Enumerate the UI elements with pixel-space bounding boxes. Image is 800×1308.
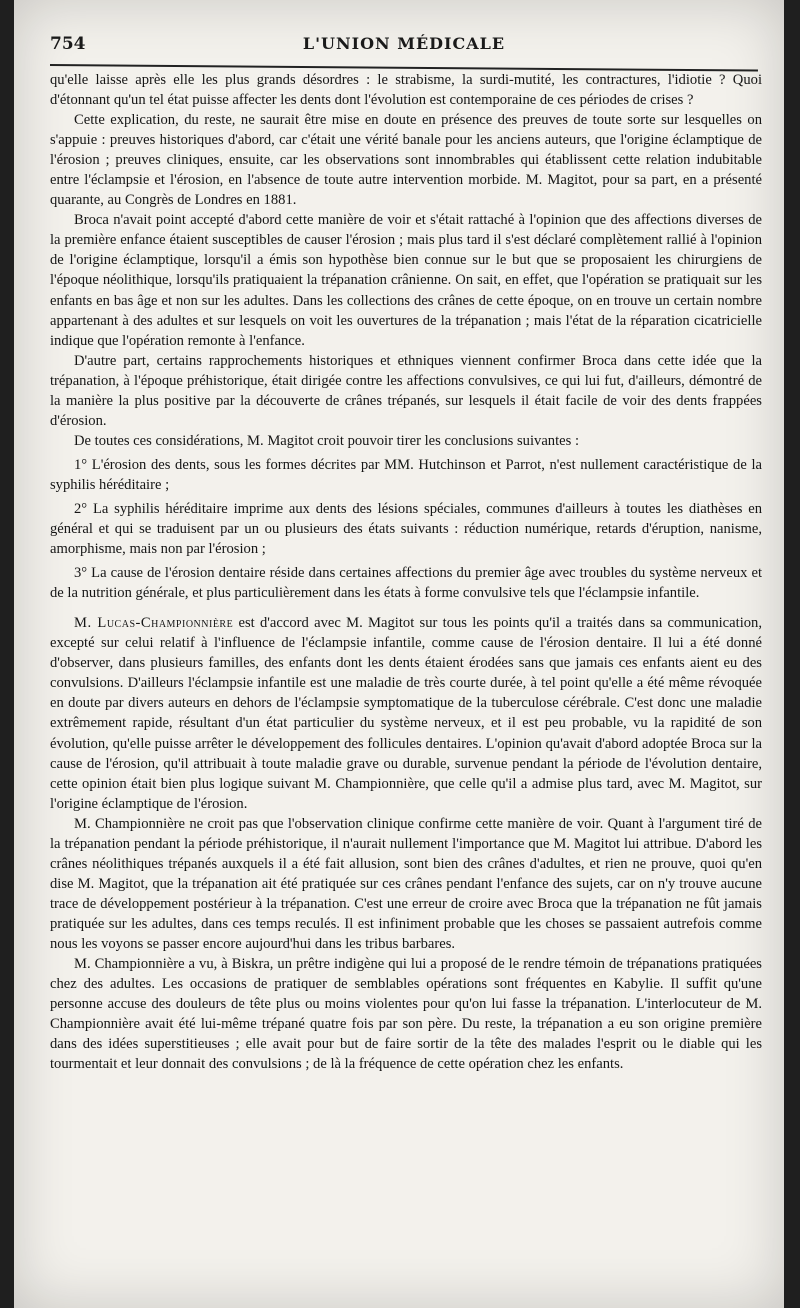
paragraph (50, 613, 762, 813)
running-title: L'UNION MÉDICALE (302, 34, 506, 53)
conclusion-item (50, 455, 762, 495)
page-number: 754 (50, 34, 86, 54)
paragraph-text: est d'accord avec M. Magitot sur tous les points qu'il a traités dans sa communication, excepté sur celui relatif à l'influence de l'éclampsie infantile, comme cause de l'érosion dentaire. Il lui a été donné d'observer, dans plusieurs familles, des enfants dont les dents étaient érodées sans que jamais ces enfants aient eu des convulsions. D'ailleurs l'éclampsie infantile est une maladie de très courte durée, à tel point qu'elle a été même révoquée en doute par divers auteurs en dehors de l'éclampsie symptomatique de la tuberculose cérébrale. C'est donc une maladie extrêmement rapide, résultant d'un état particulier du système nerveux, et il est peu probable, vu la rapidité de son évolution, qu'elle puisse arrêter le développement des follicules dentaires. L'opinion qu'avait d'abord adoptée Broca sur la cause de l'érosion, qu'il attribuait à toute maladie grave ou durable, survenue pendant la période de l'évolution dentaire, cette opinion était bien plus logique suivant M. Championnière, que celle qu'il a admise plus tard, avec M. Magitot, sur l'origine éclamptique de l'érosion. (50, 615, 762, 812)
page (14, 0, 784, 1308)
conclusion-item (50, 499, 762, 559)
paragraph (50, 814, 762, 954)
paragraph (50, 954, 762, 1074)
paragraph (50, 110, 762, 210)
paragraph-text: Broca n'avait point accepté d'abord cette manière de voir et s'était rattaché à l'opinion que des affections diverses de la première enfance étaient susceptibles de causer l'érosion ; mais plus tard il s'est déclaré complètement rallié à l'opinion de l'origine éclamptique, lorsqu'il a émis son hypothèse bien connue sur le but que se proposaient les chirurgiens de l'époque néolithique, lorsqu'ils pratiquaient la trépanation crânienne. On sait, en effet, que l'opération se pratiquait sur les enfants en bas âge et non sur les adultes. Dans les collections des crânes de cette époque, on en trouve un certain nombre appartenant à des adultes et sur lesquels on voit les ouvertures de la trépanation ; mais l'état de la réparation cicatricielle indique que l'opération remonte à l'enfance. (50, 212, 762, 349)
paragraph (50, 351, 762, 431)
paragraph-text: 2° La syphilis héréditaire imprime aux dents des lésions spéciales, communes d'ailleurs à toutes les diathèses en général et qui se traduisent par un ou plusieurs des états suivants : réduction numérique, retards d'éruption, nanisme, amorphisme, mais non par l'érosion ; (50, 500, 762, 558)
paragraph-text: M. Championnière ne croit pas que l'observation clinique confirme cette manière de voir. Quant à l'argument tiré de la trépanation pendant la période préhistorique, il n'aurait nullement l'importance que M. Magitot lui attribue. D'abord les crânes néolithiques trépanés auxquels il a été fait allusion, sont bien des crânes d'adultes, et rien ne prouve, quoi qu'en dise M. Magitot, que la trépanation ait été pratiquée sur ces crânes pendant l'enfance des sujets, car on n'y trouve aucune trace de développement postérieur à la trépanation. C'est une erreur de croire avec Broca que la trépanation ne fût jamais pratiquée sur les adultes, dans ces temps reculés. Il est infiniment probable que les choses se passaient autrefois comme nous les voyons se passer encore aujourd'hui dans les tribus barbares. (50, 815, 762, 952)
paragraph-text: De toutes ces considérations, M. Magitot croit pouvoir tirer les conclusions suivantes : (74, 432, 580, 449)
article-body (50, 70, 762, 1280)
paragraph (50, 210, 762, 350)
page-header (50, 30, 758, 58)
paragraph-text: 1° L'érosion des dents, sous les formes décrites par MM. Hutchinson et Parrot, n'est nullement caractéristique de la syphilis héréditaire ; (50, 456, 762, 493)
paragraph-text: qu'elle laisse après elle les plus grands désordres : le strabisme, la surdi-mutité, les contractures, l'idiotie ? Quoi d'étonnant qu'un tel état puisse affecter les dents dont l'évolution est contemporaine de ces périodes de crises ? (50, 72, 762, 109)
paragraph-text: Cette explication, du reste, ne saurait être mise en doute en présence des preuves de toute sorte sur lesquelles on s'appuie : preuves historiques d'abord, car c'était une vérité banale pour les anciens auteurs, que l'origine éclamptique de l'érosion ; preuves cliniques, ensuite, car les observations sont innombrables qui établissent cette relation indubitable entre l'éclampsie et l'érosion, en l'absence de toute autre intervention morbide. M. Magitot, pour sa part, en a présenté quarante, au Congrès de Londres en 1881. (50, 112, 762, 209)
paragraph-text: M. Championnière a vu, à Biskra, un prêtre indigène qui lui a proposé de le rendre témoin de trépanations pratiquées chez des adultes. Les occasions de pratiquer de semblables opérations sont fréquentes en Kabylie. Il suffit qu'une personne accuse des douleurs de tête plus ou moins violentes pour qu'on lui fasse la trépanation. L'interlocuteur de M. Championnière avait été lui-même trépané quatre fois par son père. Du reste, la trépanation a eu son origine première dans des idées superstitieuses ; elle avait pour but de faire sortir de la tête des malades l'esprit ou le diable qui les tourmentait et leur donnait des convulsions ; de là la fréquence de cette opération chez les enfants. (50, 956, 762, 1073)
paragraph-text: D'autre part, certains rapprochements historiques et ethniques viennent confirmer Broca dans cette idée que la trépanation, à l'époque préhistorique, était dirigée contre les affections convulsives, ce qui lui fut, d'ailleurs, démontré de la manière la plus positive par la découverte de crânes trépanés, sur lesquels il était facile de voir des dents frappées d'érosion. (50, 352, 762, 429)
paragraph (50, 431, 762, 451)
paragraph (50, 70, 762, 110)
paragraph-text: 3° La cause de l'érosion dentaire réside dans certaines affections du premier âge avec troubles du système nerveux et de la nutrition générale, et plus particulièrement dans les états à forme convulsive tels que l'éclampsie infantile. (50, 565, 762, 602)
speaker-name: M. Lucas-Championnière (74, 615, 234, 632)
conclusion-item (50, 563, 762, 603)
